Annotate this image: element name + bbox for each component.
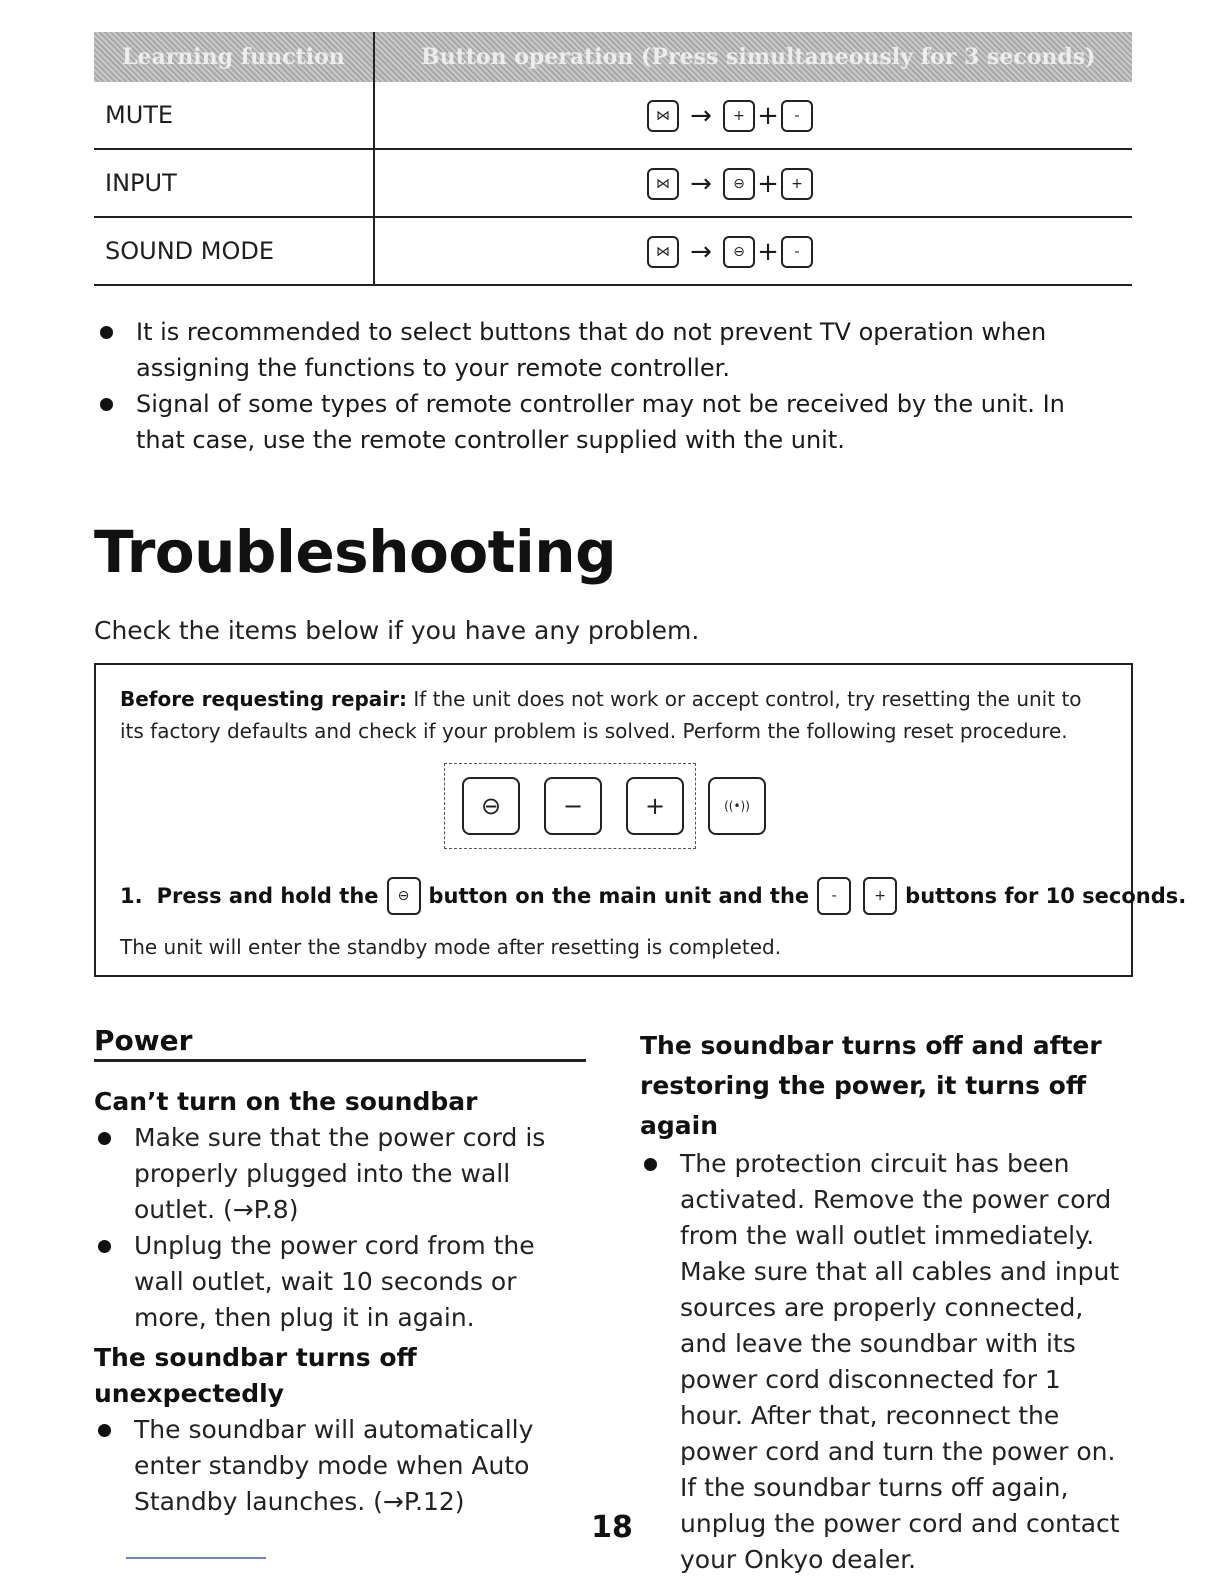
subsection-title: The soundbar turns off unexpectedly — [94, 1343, 417, 1408]
power-section — [94, 1024, 586, 1520]
reset-step — [120, 877, 1186, 915]
learning-function-table — [94, 32, 1132, 286]
step-text-2: button on the main unit and the — [428, 884, 810, 908]
step-text-1: Press and hold the — [156, 884, 379, 908]
input-button-icon: ⊖ — [462, 777, 520, 835]
step-text-3: buttons for 10 seconds. — [905, 884, 1187, 908]
list-item: The soundbar will automatically enter standby mode when Auto Standby launches. (→P.12) — [94, 1412, 586, 1520]
table-row — [94, 150, 1132, 218]
plus-button-icon: + — [781, 168, 813, 200]
input-button-icon: ⊖ — [723, 236, 755, 268]
arrow-icon: → — [690, 237, 712, 267]
minus-button-icon: - — [781, 100, 813, 132]
reset-text: If the unit does not work or accept control, try resetting the unit to its factory defaults and check if your problem is solved. Perform the following reset procedure. — [120, 687, 1082, 743]
plus-sign: + — [757, 169, 779, 199]
table-row — [94, 218, 1132, 286]
volume-down-button-icon: − — [544, 777, 602, 835]
list-item: Signal of some types of remote controller may not be received by the unit. In that case, use the remote controller supplied with the unit. — [96, 386, 1116, 458]
page-number: 18 — [591, 1510, 633, 1545]
header-button-operation: Button operation (Press simultaneously for 3 seconds) — [421, 44, 1096, 70]
mute-button-icon: ⋈ — [647, 168, 679, 200]
section-heading: Power — [94, 1024, 586, 1062]
list-item: Make sure that the power cord is properly plugged into the wall outlet. (→P.8) — [94, 1120, 586, 1228]
plus-sign: + — [757, 237, 779, 267]
list-item: Unplug the power cord from the wall outlet, wait 10 seconds or more, then plug it in again. — [94, 1228, 586, 1336]
arrow-icon: → — [690, 169, 712, 199]
right-column — [640, 1026, 1130, 1578]
list-item: The protection circuit has been activated. Remove the power cord from the wall outlet immediately. Make sure that all cables and input sources are properly connected, and leave the soundbar with its power cord disconnected for 1 hour. After that, reconnect the power cord and turn the power on. If the soundbar turns off again, unplug the power cord and contact your Onkyo dealer. — [640, 1146, 1130, 1578]
function-name: SOUND MODE — [94, 218, 375, 284]
page-title: Troubleshooting — [94, 518, 617, 586]
notes-list — [96, 314, 1116, 458]
bullet-list — [94, 1120, 586, 1336]
plus-button-icon: + — [863, 877, 897, 915]
table-row — [94, 82, 1132, 150]
arrow-icon: → — [690, 101, 712, 131]
volume-up-button-icon: + — [626, 777, 684, 835]
function-name: MUTE — [94, 82, 375, 148]
header-learning-function: Learning function — [94, 32, 375, 82]
table-header — [94, 32, 1132, 82]
button-sequence — [647, 168, 813, 200]
button-sequence — [647, 100, 813, 132]
input-button-icon: ⊖ — [723, 168, 755, 200]
reset-description — [120, 683, 1100, 747]
plus-button-icon: + — [723, 100, 755, 132]
bluetooth-button-icon: ((•)) — [708, 777, 766, 835]
bullet-list — [94, 1412, 586, 1520]
minus-button-icon: - — [817, 877, 851, 915]
mute-button-icon: ⋈ — [647, 100, 679, 132]
subsection-title: Can’t turn on the soundbar — [94, 1087, 478, 1116]
reset-note: The unit will enter the standby mode after resetting is completed. — [120, 935, 782, 959]
plus-sign: + — [757, 101, 779, 131]
scan-edge-line — [126, 1557, 266, 1559]
button-sequence — [647, 236, 813, 268]
reset-lead: Before requesting repair: — [120, 687, 407, 711]
mute-button-icon: ⋈ — [647, 236, 679, 268]
minus-button-icon: - — [781, 236, 813, 268]
function-name: INPUT — [94, 150, 375, 216]
intro-text: Check the items below if you have any problem. — [94, 616, 700, 645]
reset-procedure-box — [94, 663, 1187, 977]
list-item: It is recommended to select buttons that do not prevent TV operation when assigning the functions to your remote controller. — [96, 314, 1116, 386]
subsection-title: The soundbar turns off and after restoring the power, it turns off again — [640, 1031, 1102, 1140]
step-number: 1. — [120, 884, 143, 908]
input-button-icon: ⊖ — [387, 877, 421, 915]
